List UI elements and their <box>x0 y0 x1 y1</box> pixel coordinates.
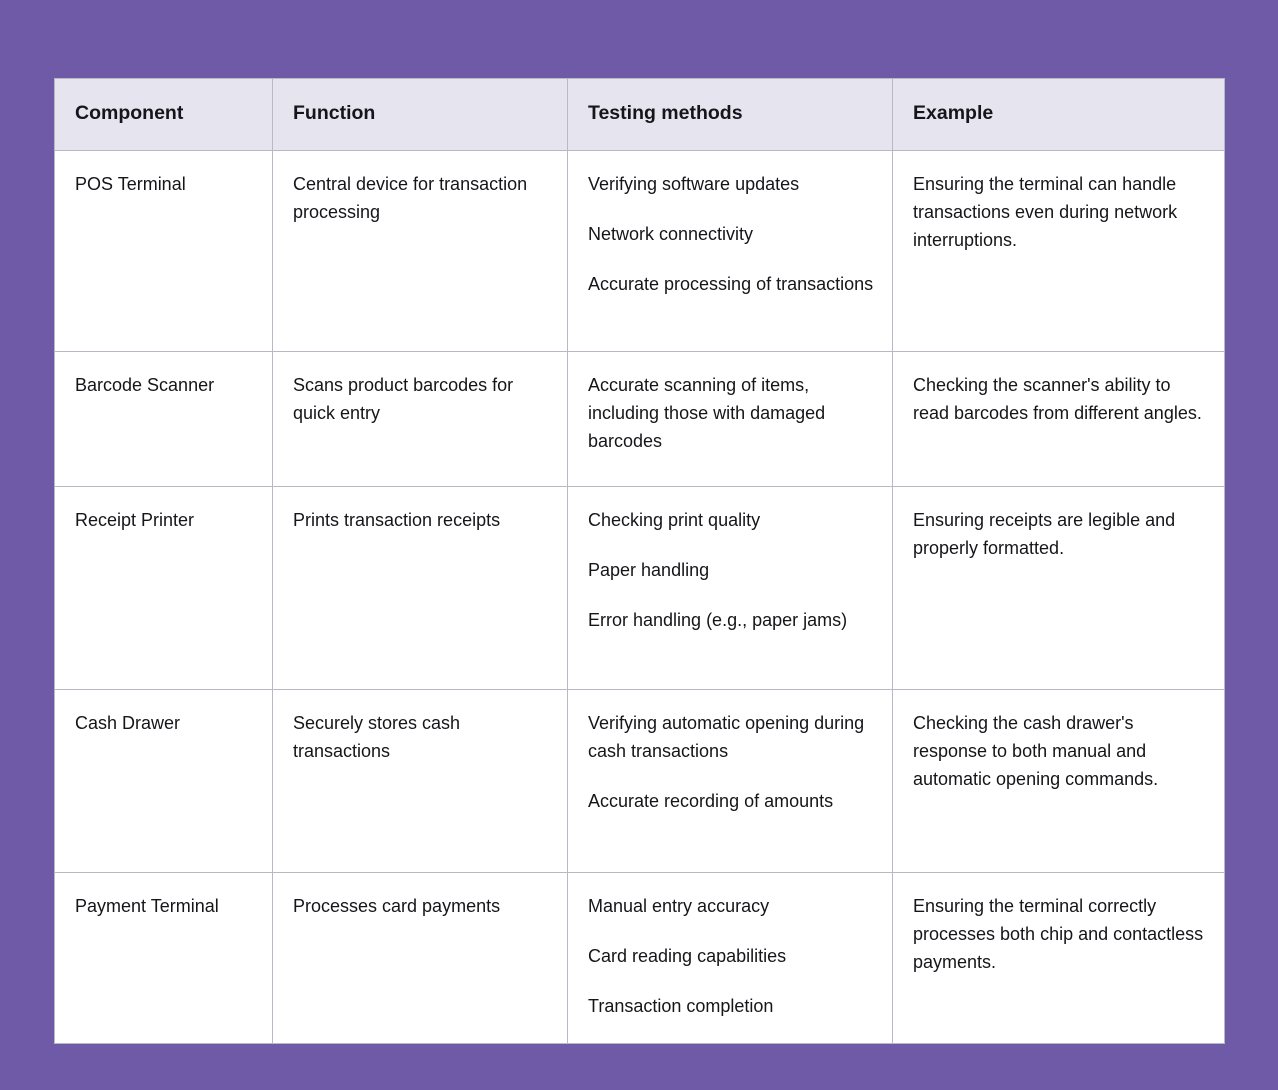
cell-component: Receipt Printer <box>55 487 273 690</box>
testing-methods-list <box>588 893 874 1021</box>
pos-components-table <box>54 78 1225 1044</box>
list-item: Card reading capabilities <box>588 946 787 967</box>
cell-function: Processes card payments <box>273 873 568 1044</box>
cell-function: Securely stores cash transactions <box>273 690 568 873</box>
cell-example: Checking the scanner's ability to read barcodes from different angles. <box>893 352 1225 487</box>
cell-example: Ensuring receipts are legible and properly formatted. <box>893 487 1225 690</box>
table-row <box>55 151 1225 352</box>
list-item: Accurate scanning of items, including those with damaged barcodes <box>588 375 826 452</box>
testing-methods-list <box>588 372 874 456</box>
table-header <box>55 79 1225 151</box>
column-header-component: Component <box>55 79 273 151</box>
column-header-function: Function <box>273 79 568 151</box>
cell-example: Ensuring the terminal correctly processes both chip and contactless payments. <box>893 873 1225 1044</box>
testing-methods-list <box>588 507 874 635</box>
cell-testing-methods <box>568 352 893 487</box>
table-row <box>55 873 1225 1044</box>
cell-testing-methods <box>568 873 893 1044</box>
list-item: Network connectivity <box>588 224 754 245</box>
cell-function: Prints transaction receipts <box>273 487 568 690</box>
table-header-row <box>55 79 1225 151</box>
cell-example: Ensuring the terminal can handle transactions even during network interruptions. <box>893 151 1225 352</box>
list-item: Checking print quality <box>588 510 761 531</box>
list-item: Accurate recording of amounts <box>588 791 834 812</box>
pos-components-table-container <box>54 78 1224 1044</box>
list-item: Accurate processing of transactions <box>588 274 874 295</box>
list-item: Verifying automatic opening during cash transactions <box>588 713 865 762</box>
list-item: Error handling (e.g., paper jams) <box>588 610 848 631</box>
table-row <box>55 487 1225 690</box>
column-header-example: Example <box>893 79 1225 151</box>
cell-component: Barcode Scanner <box>55 352 273 487</box>
list-item: Paper handling <box>588 560 710 581</box>
cell-testing-methods <box>568 690 893 873</box>
cell-function: Scans product barcodes for quick entry <box>273 352 568 487</box>
cell-testing-methods <box>568 151 893 352</box>
cell-testing-methods <box>568 487 893 690</box>
cell-function: Central device for transaction processing <box>273 151 568 352</box>
cell-component: Cash Drawer <box>55 690 273 873</box>
cell-example: Checking the cash drawer's response to both manual and automatic opening commands. <box>893 690 1225 873</box>
table-row <box>55 690 1225 873</box>
list-item: Transaction completion <box>588 996 774 1017</box>
column-header-testing-methods: Testing methods <box>568 79 893 151</box>
cell-component: Payment Terminal <box>55 873 273 1044</box>
list-item: Manual entry accuracy <box>588 896 770 917</box>
cell-component: POS Terminal <box>55 151 273 352</box>
table-body <box>55 151 1225 1044</box>
testing-methods-list <box>588 710 874 816</box>
testing-methods-list <box>588 171 874 299</box>
table-row <box>55 352 1225 487</box>
list-item: Verifying software updates <box>588 174 800 195</box>
